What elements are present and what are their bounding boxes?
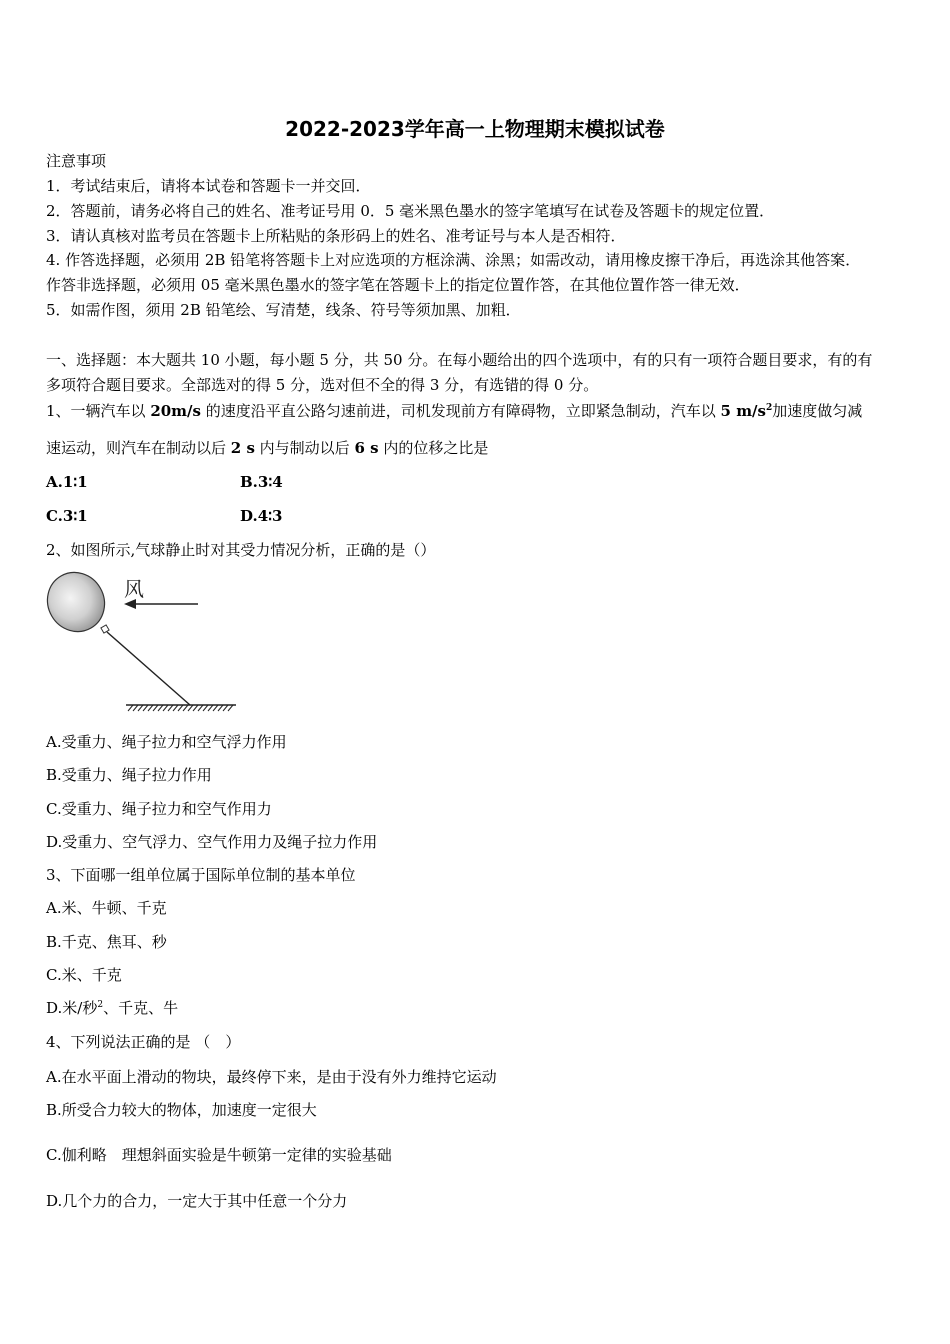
notice-item-2: 2．答题前，请务必将自己的姓名、准考证号用 0．5 毫米黑色墨水的签字笔填写在试卷及答题卡的规定位置． [46, 202, 775, 220]
q1-text: 内与制动以后 [254, 439, 355, 457]
section-intro-line2: 多项符合题目要求。全部选对的得 5 分，选对但不全的得 3 分，有选错的得 0 分。 [46, 376, 599, 394]
q1-option-a: A.1∶1 [46, 473, 88, 491]
q3-option-b: B.千克、焦耳、秒 [46, 933, 167, 951]
q2-stem: 2、如图所示,气球静止时对其受力情况分析，正确的是（） [46, 541, 436, 559]
q1-option-d: D.4∶3 [240, 507, 283, 525]
notice-item-5: 5．如需作图，须用 2B 铅笔绘、写清楚，线条、符号等须加黑、加粗． [46, 301, 521, 319]
page-title: 2022-2023学年高一上物理期末模拟试卷 [285, 117, 665, 141]
q1-time1: 2 s [230, 439, 255, 457]
section-intro-line1: 一、选择题：本大题共 10 小题，每小题 5 分，共 50 分。在每小题给出的四个选项中，有的只有一项符合题目要求，有的有 [46, 351, 873, 369]
q1-stem-line2 [46, 438, 488, 458]
q3-option-d-exp: 2 [97, 1000, 104, 1010]
q3-stem: 3、下面哪一组单位属于国际单位制的基本单位 [46, 866, 356, 884]
q2-option-b: B.受重力、绳子拉力作用 [46, 766, 212, 784]
q4-option-b: B.所受合力较大的物体，加速度一定很大 [46, 1101, 317, 1119]
wind-label: 风 [124, 577, 144, 601]
q2-option-d: D.受重力、空气浮力、空气作用力及绳子拉力作用 [46, 833, 378, 851]
q1-time2: 6 s [354, 439, 379, 457]
q4-option-d: D.几个力的合力，一定大于其中任意一个分力 [46, 1192, 348, 1210]
q1-text: 的速度沿平直公路匀速前进，司机发现前方有障碍物，立即紧急制动，汽车以 [200, 402, 721, 420]
notice-heading: 注意事项 [46, 152, 107, 170]
q4-stem: 4、下列说法正确的是 （ ） [46, 1033, 241, 1051]
q1-text: 速运动，则汽车在制动以后 [46, 439, 231, 457]
q2-option-a: A.受重力、绳子拉力和空气浮力作用 [46, 733, 287, 751]
q1-option-b: B.3∶4 [240, 473, 283, 491]
q1-accel-exp: 2 [766, 403, 773, 413]
q3-option-d [46, 998, 178, 1018]
q3-option-a: A.米、牛顿、千克 [46, 899, 167, 917]
q3-option-d-text: 、千克、牛 [103, 999, 179, 1017]
balloon-diagram [44, 568, 254, 720]
ground-hatching [128, 705, 233, 711]
q1-stem-line1 [46, 401, 862, 421]
q2-option-c: C.受重力、绳子拉力和空气作用力 [46, 800, 272, 818]
q1-speed: 20m/s [150, 402, 201, 420]
rope [107, 632, 190, 705]
notice-item-1: 1．考试结束后，请将本试卷和答题卡一并交回． [46, 177, 371, 195]
q4-option-a: A.在水平面上滑动的物块，最终停下来，是由于没有外力维持它运动 [46, 1068, 497, 1086]
q3-option-c: C.米、千克 [46, 966, 122, 984]
notice-item-4: 4. 作答选择题，必须用 2B 铅笔将答题卡上对应选项的方框涂满、涂黑；如需改动，请用橡皮擦干净后，再选涂其他答案． [46, 251, 861, 269]
q1-accel: 5 m/s [720, 402, 766, 420]
q3-option-d-text: D.米/秒 [46, 999, 98, 1017]
q1-option-c: C.3∶1 [46, 507, 88, 525]
q4-option-c: C.伽利略 理想斜面实验是牛顿第一定律的实验基础 [46, 1146, 392, 1164]
q1-text: 内的位移之比是 [378, 439, 489, 457]
q1-text: 加速度做匀减 [772, 402, 863, 420]
notice-item-3: 3．请认真核对监考员在答题卡上所粘贴的条形码上的姓名、准考证号与本人是否相符． [46, 227, 626, 245]
q1-text: 1、一辆汽车以 [46, 402, 151, 420]
notice-item-4-cont: 作答非选择题，必须用 05 毫米黑色墨水的签字笔在答题卡上的指定位置作答，在其他位置作答一律无效． [46, 276, 750, 294]
